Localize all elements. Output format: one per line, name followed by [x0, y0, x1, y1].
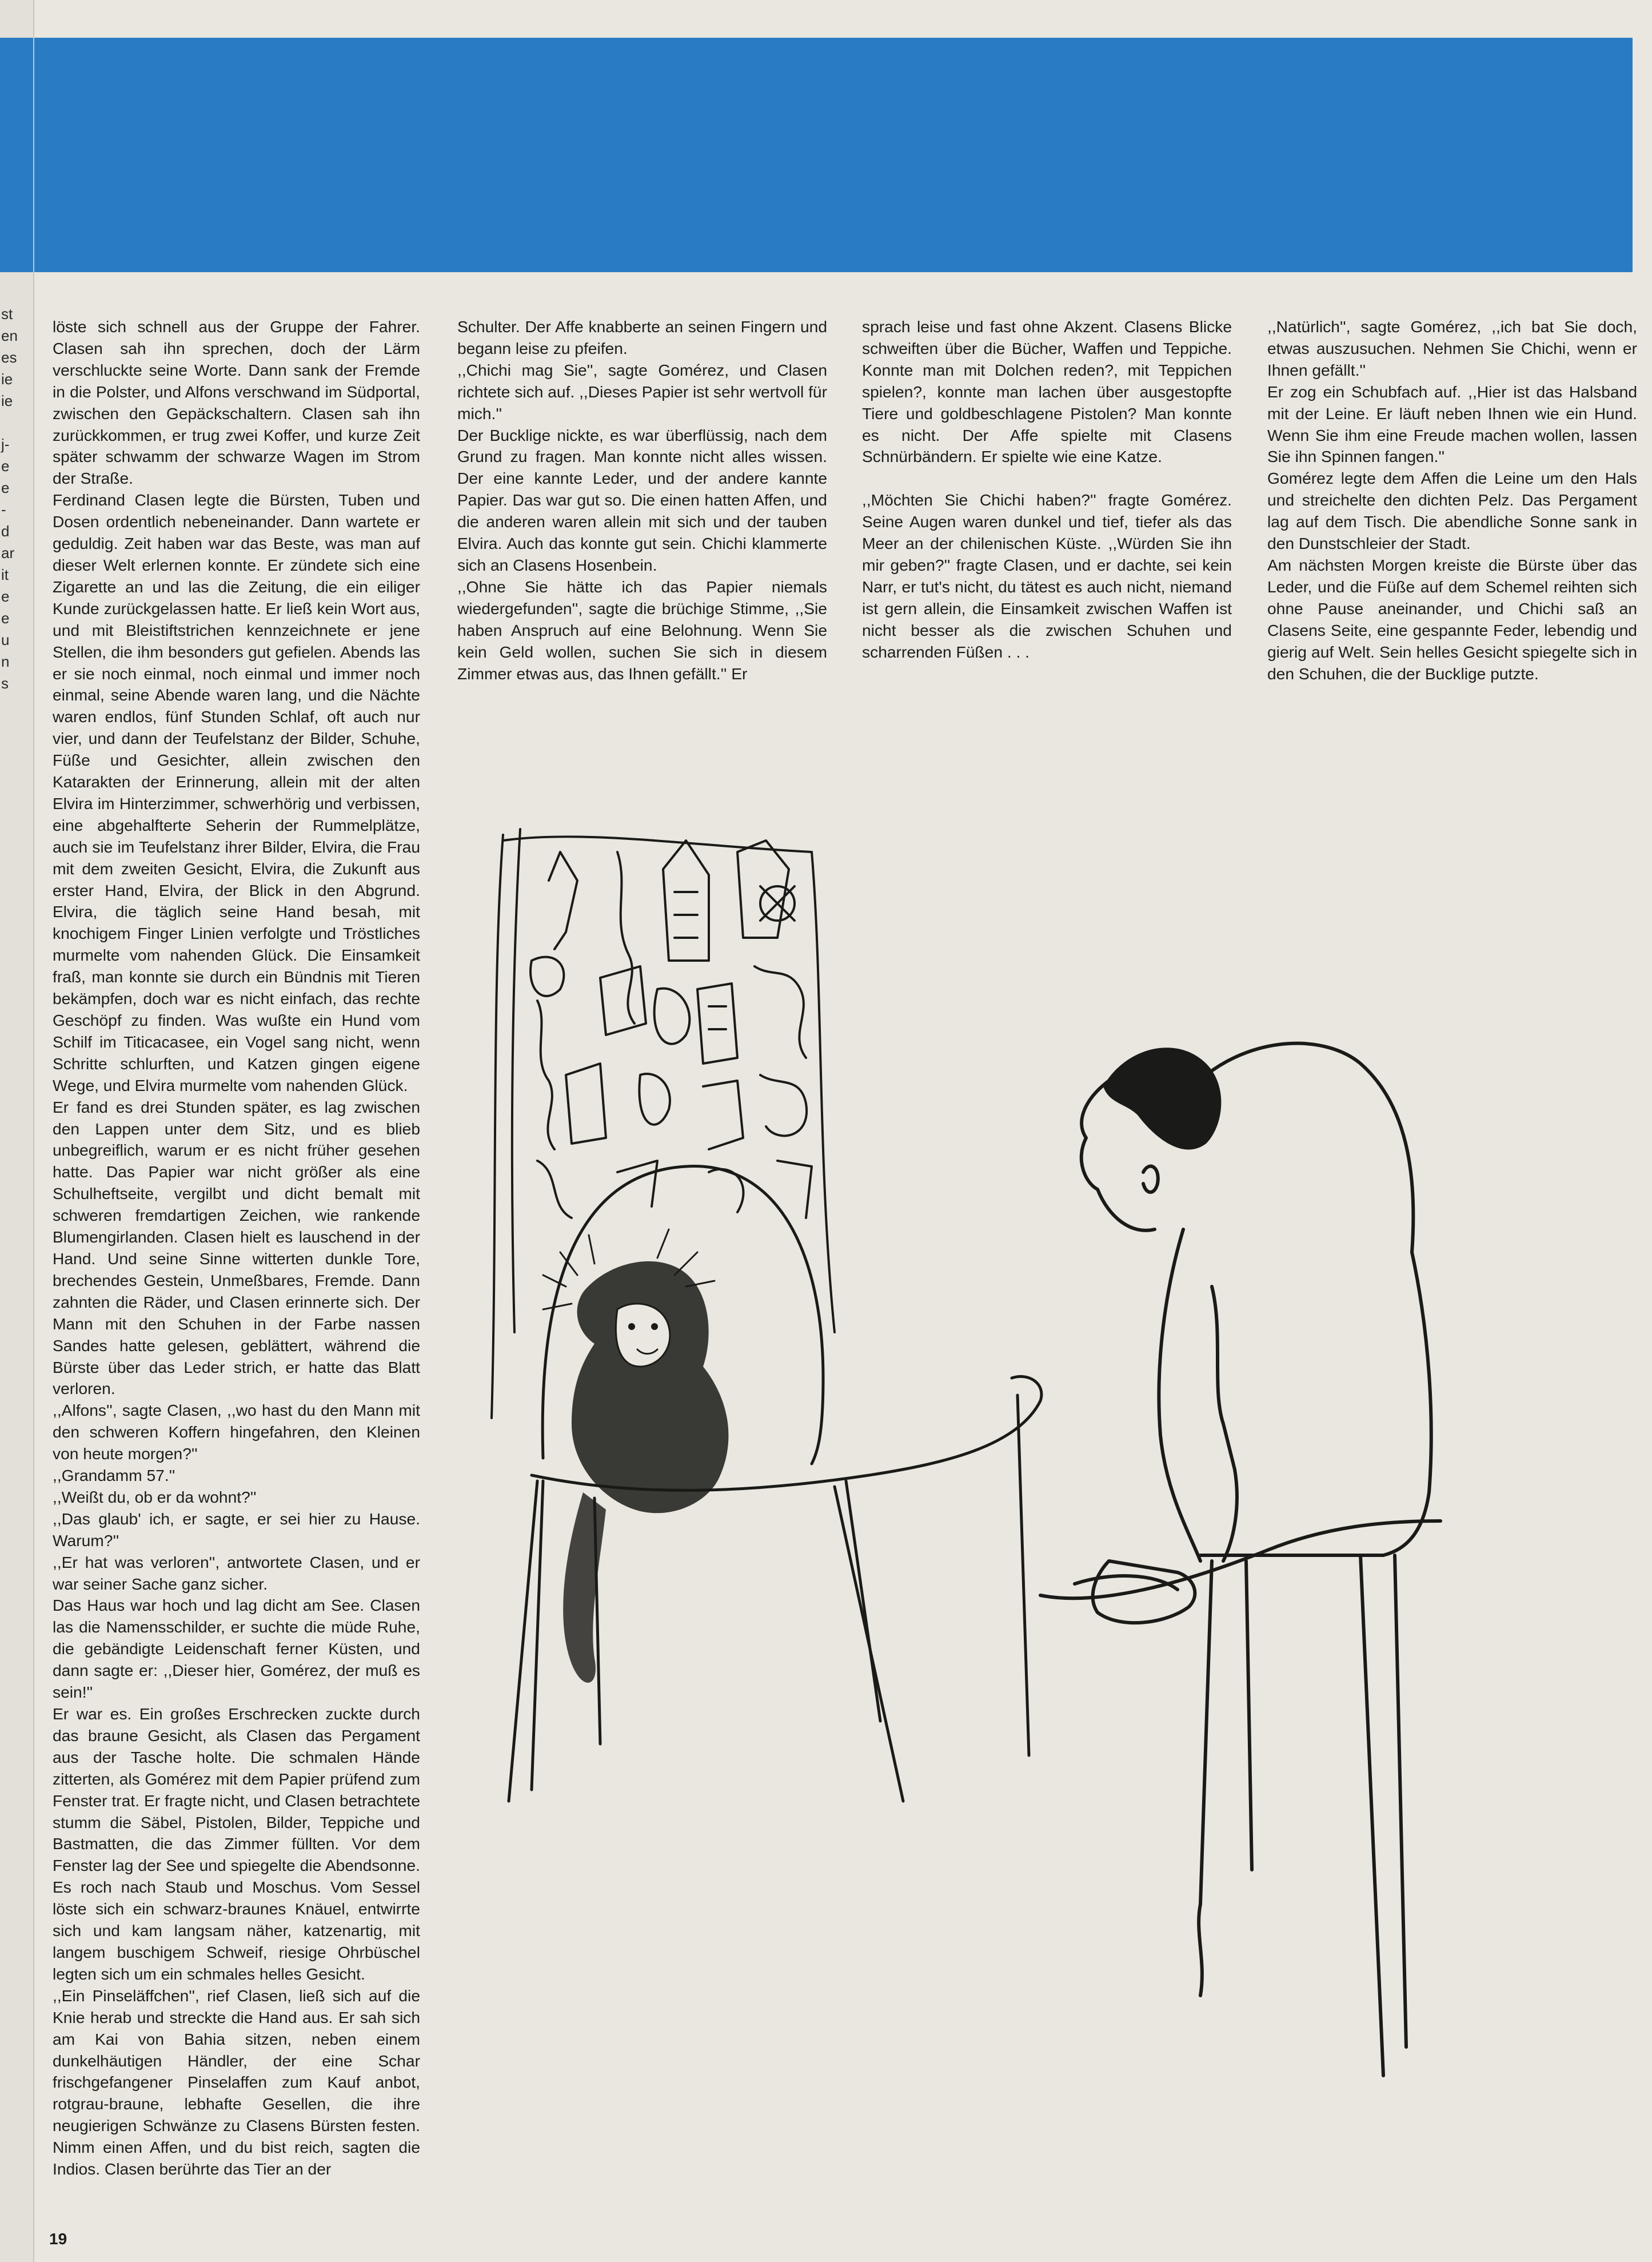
gutter-fragment: en — [1, 327, 18, 344]
gutter-fragment: ie — [1, 371, 13, 388]
paragraph: ,,Grandamm 57.'' — [53, 1466, 175, 1485]
paragraph: ,,Weißt du, ob er da wohnt?'' — [53, 1487, 257, 1506]
paragraph: Das Haus war hoch und lag dicht am See. Clasen las die Namensschilder, er suchte die müde Ruhe, die gebändigte Leidenschaft ferner Küsten, und dann sagte er: ,,Dieser hier, Gomérez, der muß es sein!'' — [53, 1596, 420, 1702]
previous-page-gutter — [0, 0, 34, 2262]
paragraph: ,,Ohne Sie hätte ich das Papier niemals wiedergefunden'', sagte die brüchige Stimme, ,,Sie haben Anspruch auf eine Belohnung. Wenn Sie kein Geld wollen, suchen Sie sich in diesem Zimmer etwas aus, das Ihnen gefällt.'' Er — [457, 577, 827, 683]
paragraph: Er war es. Ein großes Erschrecken zuckte durch das braune Gesicht, als Clasen das Pergament aus der Tasche holte. Die schmalen Hände zitterten, als Gomérez mit dem Papier prüfend zum Fenster trat. Er fragte nicht, und Clasen betrachtete stumm die Säbel, Pistolen, Bilder, Teppiche und Bastmatten, die das Zimmer füllten. Vor dem Fenster lag der See und spiegelte die Abendsonne. Es roch nach Staub und Moschus. Vom Sessel löste sich ein schwarz-braunes Knäuel, entwirrte sich und kam langsam näher, katzenartig, mit langem buschigem Schweif, riesige Ohrbüschel legten sich um ein schmales helles Gesicht. — [53, 1705, 420, 1983]
gutter-fragment: st — [1, 305, 13, 322]
gutter-fragment — [1, 412, 18, 433]
paragraph: Er zog ein Schubfach auf. ,,Hier ist das Halsband mit der Leine. Er läuft neben Ihnen wie ein Hund. Wenn Sie ihm eine Freude machen wollen, lassen Sie ihn Spinnen fangen.'' — [1267, 382, 1637, 466]
paragraph: ,,Natürlich'', sagte Gomérez, ,,ich bat Sie doch, etwas auszusuchen. Nehmen Sie Chichi, wenn er Ihnen gefällt.'' — [1267, 317, 1637, 379]
paragraph: Schulter. Der Affe knabberte an seinen Fingern und begann leise zu pfeifen. — [457, 317, 827, 357]
gutter-fragment: - — [1, 501, 6, 518]
text-column-3 — [862, 316, 1232, 663]
gutter-fragment: d — [1, 523, 10, 540]
hunchback-man-sketch — [1040, 1044, 1440, 2076]
paragraph: ,,Möchten Sie Chichi haben?'' fragte Gomérez. Seine Augen waren dunkel und tief, tiefer als das Meer an der chilenischen Küste. ,,Würden Sie ihn mir geben?'' fragte Clasen, und er dachte, sei kein Narr, er tut's nicht, du tätest es auch nicht, niemand ist gern allein, die Einsamkeit zwischen Waffen ist nicht besser als die zwischen Schuhen und scharrenden Füßen . . . — [862, 491, 1232, 661]
paragraph: löste sich schnell aus der Gruppe der Fahrer. Clasen sah ihn sprechen, doch der Lärm verschluckte seine Worte. Dann sank der Fremde in die Polster, und Alfons verschwand im Südportal, zwischen den Gepäckschaltern. Clasen sah ihn zurückkommen, er trug zwei Koffer, und kurze Zeit später schwamm der schwarze Wagen im Strom der Straße. — [53, 317, 420, 488]
gutter-fragment: ie — [1, 392, 13, 409]
text-column-2 — [457, 316, 827, 684]
paragraph: Der Bucklige nickte, es war überflüssig, nach dem Grund zu fragen. Man konnte nicht alles wissen. Der eine kannte Leder, und der andere kannte Papier. Das war gut so. Die einen hatten Affen, und die anderen waren allein mit sich und der tauben Elvira. Auch das konnte gut sein. Chichi klammerte sich an Clasens Hosenbein. — [457, 425, 827, 574]
text-column-4 — [1267, 316, 1637, 684]
gutter-fragment: u — [1, 631, 10, 648]
previous-page-text-fragments — [1, 303, 18, 694]
monkey-sketch — [543, 1229, 728, 1683]
gutter-fragment: it — [1, 566, 9, 583]
gutter-fragment: e — [1, 479, 10, 496]
gutter-fragment: ar — [1, 544, 15, 561]
paragraph: ,,Chichi mag Sie'', sagte Gomérez, und Clasen richtete sich auf. ,,Dieses Papier ist sehr wertvoll für mich.'' — [457, 360, 827, 423]
paragraph: Ferdinand Clasen legte die Bürsten, Tuben und Dosen ordentlich nebeneinander. Dann wartete er geduldig. Zeit haben war das Beste, was man auf dieser Welt erlernen konnte. Er zündete sich eine Zigarette an und las die Zeitung, die ein eiliger Kunde zurückgelassen hatte. Er ließ kein Wort aus, und mit Bleistiftstrichen kennzeichnete er jene Stellen, die ihm besonders gut gefielen. Abends las er sie noch einmal, noch einmal und immer noch einmal, seine Abende waren lang, und die Nächte waren endlos, fünf Stunden Schlaf, oft auch nur vier, und dann der Teufelstanz der Bilder, Schuhe, Füße und Gesichter, allein zwischen den Katarakten der Erinnerung, allein mit der alten Elvira im Hinterzimmer, schwerhörig und verbissen, eine abgehalfterte Seherin der Rummelplätze, auch sie im Teufelstanz ihrer Bilder, Elvira, die Frau mit dem zweiten Gesicht, Elvira, die Zukunft aus erster Hand, Elvira, der Blick in den Abgrund. Elvira, die täglich seine Hand besah, mit knochigem Finger Linien verfolgte und Tröstliches murmelte vom nahenden Glück. Die Einsamkeit fraß, man konnte sie durch ein Bündnis mit Tieren bekämpfen, doch war es nicht einfach, das rechte Geschöpf zu finden. Was wußte ein Hund vom Schilf im Titicacasee, ein Vogel sang nicht, wenn Schritte schlurften, und Katzen gingen eigene Wege, und Elvira murmelte vom nahenden Glück. — [53, 491, 420, 1094]
chair-sketch — [509, 1166, 1042, 1801]
paragraph: sprach leise und fast ohne Akzent. Clasens Blicke schweiften über die Bücher, Waffen und Teppiche. Konnte man mit Dolchen reden?, mit Teppichen spielen?, konnte man lachen über ausgestopfte Tiere und goldbeschlagene Pistolen? Man konnte es nicht. Der Affe spielte mit Clasens Schnürbändern. Er spielte wie eine Katze. — [862, 317, 1232, 466]
paragraph: ,,Er hat was verloren'', antwortete Clasen, und er war seiner Sache ganz sicher. — [53, 1552, 420, 1593]
paragraph: ,,Ein Pinseläffchen'', rief Clasen, ließ sich auf die Knie herab und streckte die Hand aus. Er sah sich am Kai von Bahia sitzen, neben einem dunkelhäutigen Händler, der eine Schar frischgefangener Pinselaffen zum Kauf anbot, rotgrau-braune, lebhafte Gesellen, die ihre neugierigen Schwänze zu Clasens Bürsten festen. Nimm einen Affen, und du bist reich, sagten die Indios. Clasen berührte das Tier an der — [53, 1986, 420, 2179]
gutter-fragment: e — [1, 457, 10, 475]
paragraph: ,,Alfons'', sagte Clasen, ,,wo hast du den Mann mit den schweren Koffern hingefahren, den Kleinen von heute morgen?'' — [53, 1401, 420, 1463]
gutter-fragment: es — [1, 349, 17, 366]
gutter-fragment: e — [1, 610, 10, 627]
paragraph: Am nächsten Morgen kreiste die Bürste über das Leder, und die Füße auf dem Schemel reihten sich ohne Pause aneinander, und Chichi saß an Clasens Seite, eine gespannte Feder, lebendig und gierig auf Welt. Sein helles Gesicht spiegelte sich in den Schuhen, die der Bucklige putzte. — [1267, 555, 1637, 683]
text-column-1 — [53, 316, 420, 2180]
previous-page-blue-band — [0, 38, 33, 272]
paragraph: Er fand es drei Stunden später, es lag zwischen den Lappen unter dem Sitz, und es blieb unbegreiflich, warum er es nicht früher gesehen hatte. Das Papier war nicht größer als eine Schulheftseite, vergilbt und dicht bemalt mit schweren fremdartigen Zeichen, wie rankende Blumengirlanden. Clasen hielt es lauschend in der Hand. Und seine Sinne witterten dunkle Tore, brechendes Gestein, Unmeßbares, Fremde. Dann zahnten die Räder, und Clasen erinnerte sich. Der Mann mit den Schuhen in der Farbe nassen Sandes hatte gelesen, geblättert, während die Bürste über das Leder strich, er hatte das Blatt verloren. — [53, 1097, 420, 1398]
gutter-fragment: n — [1, 653, 10, 670]
ink-drawing-illustration — [469, 818, 1618, 2110]
paragraph: Gomérez legte dem Affen die Leine um den Hals und streichelte den dichten Pelz. Das Pergament lag auf dem Tisch. Die abendliche Sonne sank in den Dunstschleier der Stadt. — [1267, 469, 1637, 553]
header-blue-band — [34, 38, 1633, 272]
page-number: 19 — [49, 2230, 67, 2248]
gutter-fragment: j- — [1, 436, 10, 453]
gutter-fragment: e — [1, 588, 10, 605]
gutter-fragment: s — [1, 675, 9, 692]
paragraph: ,,Das glaub' ich, er sagte, er sei hier zu Hause. Warum?'' — [53, 1509, 420, 1550]
